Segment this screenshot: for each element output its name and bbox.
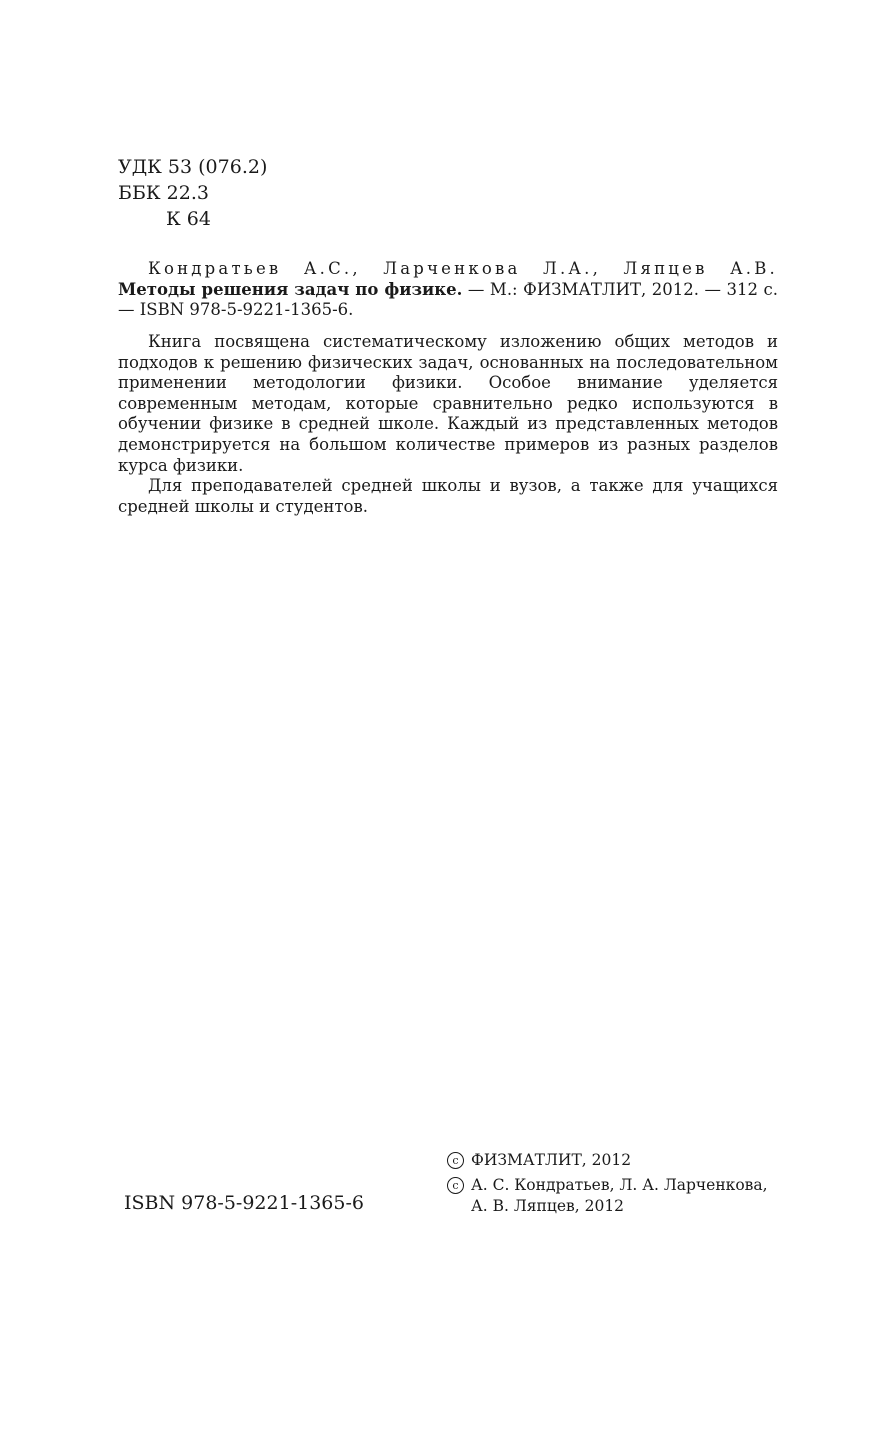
- isbn-number: ISBN 978-5-9221-1365-6: [124, 1192, 364, 1214]
- copyright-icon: c: [447, 1152, 464, 1169]
- classification-codes: [118, 154, 267, 232]
- copyright-icon: c: [447, 1177, 464, 1194]
- copyright-authors-line: А. В. Ляпцев, 2012: [471, 1197, 625, 1215]
- copyright-authors-line: А. С. Кондратьев, Л. А. Ларченкова,: [471, 1176, 768, 1194]
- copyright-publisher-row: [447, 1150, 768, 1171]
- udk-code: УДК 53 (076.2): [118, 156, 268, 178]
- copyright-publisher: ФИЗМАТЛИТ, 2012: [471, 1151, 632, 1169]
- citation-imprint: — М.: ФИЗМАТЛИТ, 2012. — 312 с. — ISBN 978-5-9221-1365-6.: [118, 279, 779, 319]
- citation-title: Методы решения задач по физике.: [118, 279, 463, 299]
- citation-authors: Кондратьев А.С., Ларченкова Л.А., Ляпцев А.В.: [148, 259, 778, 278]
- bbk-code: ББК 22.3: [118, 182, 209, 204]
- annotation-paragraph: Для преподавателей средней школы и вузов, а также для учащихся средней школы и студентов.: [118, 476, 778, 516]
- copyright-block: [447, 1150, 768, 1221]
- bibliographic-citation: [118, 259, 778, 321]
- copyright-authors-row: [447, 1175, 768, 1217]
- annotation: [118, 332, 778, 517]
- author-mark: К 64: [166, 208, 211, 230]
- annotation-paragraph: Книга посвящена систематическому изложению общих методов и подходов к решению физических задач, основанных на последовательном применении методологии физики. Особое внимание уделяется современным методам, которые сравнительно редко используются в обучении физике в средней школе. Каждый из представленных методов демонстрируется на большом количестве примеров из разных разделов курса физики.: [118, 332, 778, 475]
